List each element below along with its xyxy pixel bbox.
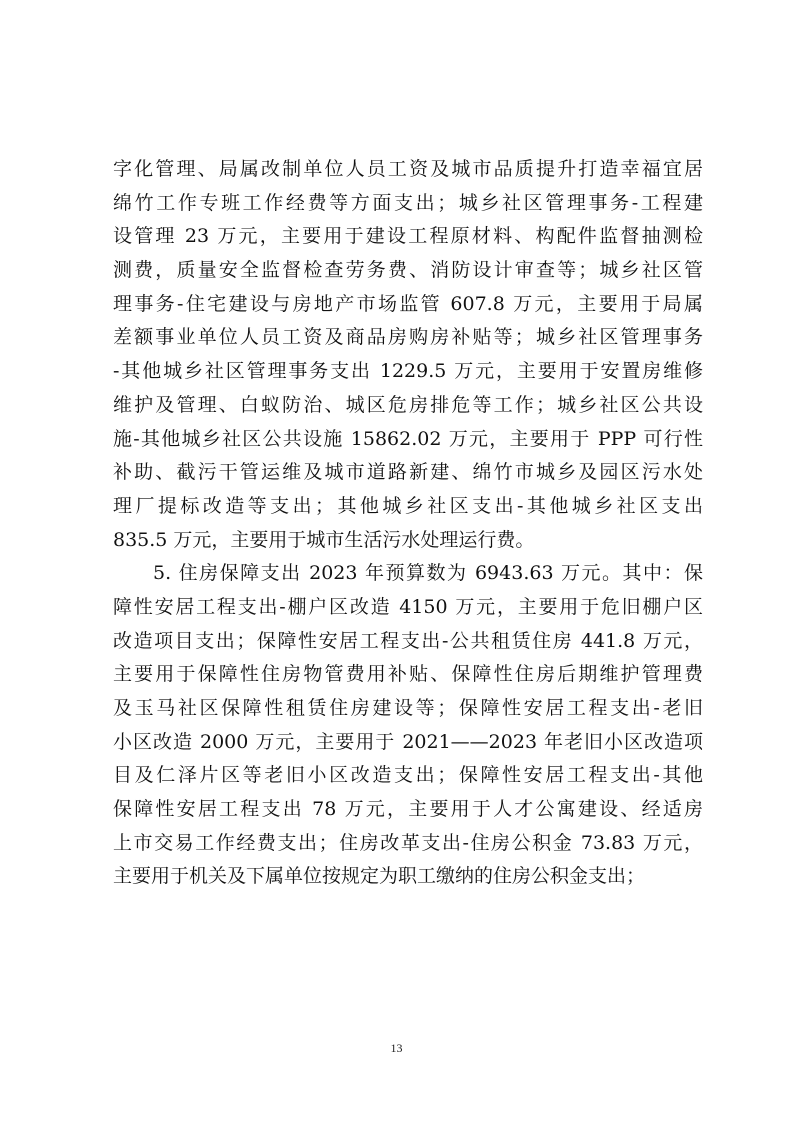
- paragraph-urban-community-expenditure: [113, 153, 703, 557]
- text-line: 主要用于机关及下属单位按规定为职工缴纳的住房公积金支出；: [113, 865, 646, 888]
- text-line: 理厂提标改造等支出；其他城乡社区支出-其他城乡社区支出: [113, 494, 703, 517]
- text-line: 上市交易工作经费支出；住房改革支出-住房公积金 73.83 万元，: [113, 831, 703, 854]
- text-line: 5. 住房保障支出 2023 年预算数为 6943.63 万元。其中：保: [153, 562, 703, 585]
- text-line: 理事务-住宅建设与房地产市场监管 607.8 万元，主要用于局属: [113, 292, 703, 315]
- text-line: 及玉马社区保障性租赁住房建设等；保障性安居工程支出-老旧: [113, 697, 703, 719]
- text-line: 主要用于保障性住房物管费用补贴、保障性住房后期维护管理费: [113, 663, 703, 686]
- text-line: 小区改造 2000 万元，主要用于 2021——2023 年老旧小区改造项: [113, 730, 703, 753]
- text-line: 改造项目支出；保障性安居工程支出-公共租赁住房 441.8 万元，: [113, 629, 703, 652]
- text-line: 835.5 万元，主要用于城市生活污水处理运行费。: [113, 528, 535, 551]
- paragraph-housing-security-expenditure: [113, 557, 703, 894]
- text-line: 施-其他城乡社区公共设施 15862.02 万元，主要用于 PPP 可行性: [113, 427, 703, 450]
- text-line: 绵竹工作专班工作经费等方面支出；城乡社区管理事务-工程建: [113, 191, 703, 214]
- text-line: 设管理 23 万元，主要用于建设工程原材料、构配件监督抽测检: [113, 225, 703, 248]
- text-line: 字化管理、局属改制单位人员工资及城市品质提升打造幸福宜居: [113, 158, 703, 180]
- document-body: [113, 153, 703, 894]
- text-line: 目及仁泽片区等老旧小区改造支出；保障性安居工程支出-其他: [113, 764, 703, 787]
- text-line: 保障性安居工程支出 78 万元，主要用于人才公寓建设、经适房: [113, 798, 703, 821]
- text-line: 维护及管理、白蚁防治、城区危房排危等工作；城乡社区公共设: [113, 393, 703, 416]
- text-line: 差额事业单位人员工资及商品房购房补贴等；城乡社区管理事务: [113, 326, 703, 349]
- page-number: 13: [390, 1041, 403, 1055]
- text-line: 测费，质量安全监督检查劳务费、消防设计审查等；城乡社区管: [113, 259, 703, 282]
- text-line: -其他城乡社区管理事务支出 1229.5 万元，主要用于安置房维修: [113, 360, 703, 383]
- text-line: 障性安居工程支出-棚户区改造 4150 万元，主要用于危旧棚户区: [113, 595, 703, 618]
- text-line: 补助、截污干管运维及城市道路新建、绵竹市城乡及园区污水处: [113, 461, 703, 484]
